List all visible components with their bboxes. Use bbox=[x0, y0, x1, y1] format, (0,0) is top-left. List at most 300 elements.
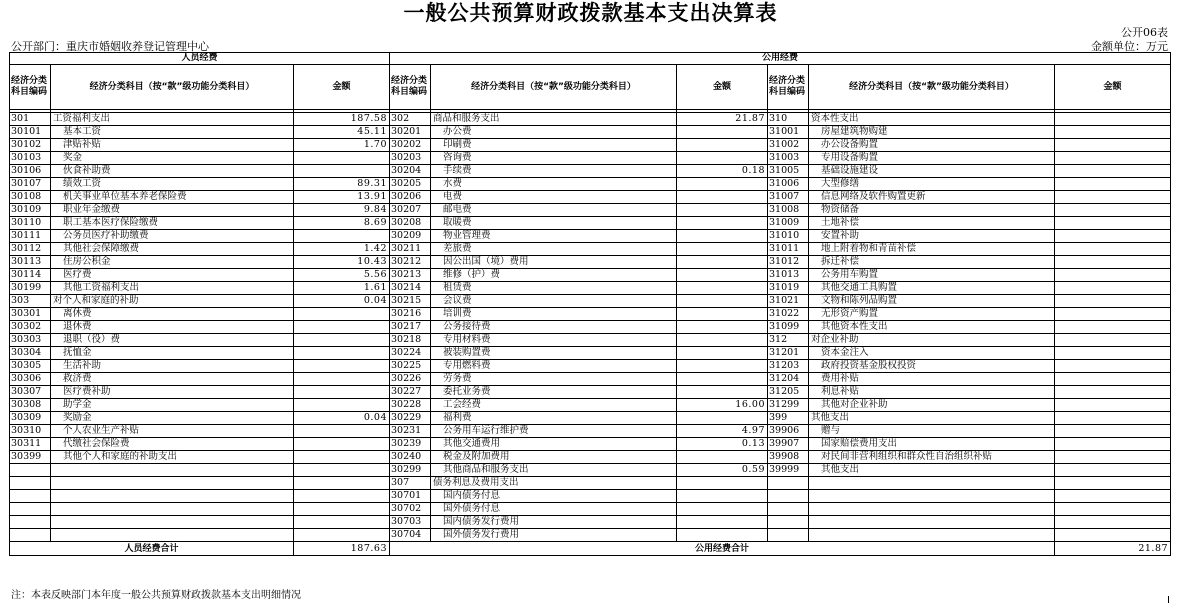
name-cell: 住房公积金 bbox=[51, 256, 294, 269]
name-cell bbox=[51, 490, 294, 503]
amount-cell bbox=[294, 503, 390, 516]
amount-cell: 45.11 bbox=[294, 126, 390, 139]
name-cell: 咨询费 bbox=[431, 152, 677, 165]
amount-cell: 4.97 bbox=[677, 425, 768, 438]
amount-cell: 0.13 bbox=[677, 438, 768, 451]
personnel-total-label: 人员经费合计 bbox=[10, 542, 294, 556]
name-header-2: 经济分类科目（按“款”级功能分类科目） bbox=[431, 65, 677, 110]
name-cell: 专用材料费 bbox=[431, 334, 677, 347]
amount-cell: 1.61 bbox=[294, 282, 390, 295]
name-cell: 印刷费 bbox=[431, 139, 677, 152]
name-cell: 文物和陈列品购置 bbox=[809, 295, 1055, 308]
code-cell: 30113 bbox=[10, 256, 51, 269]
name-cell: 福利费 bbox=[431, 412, 677, 425]
code-cell: 31005 bbox=[768, 165, 809, 178]
name-cell: 个人农业生产补贴 bbox=[51, 425, 294, 438]
code-cell: 30704 bbox=[390, 529, 431, 542]
name-cell: 其他支出 bbox=[809, 412, 1055, 425]
amount-cell bbox=[1055, 113, 1171, 126]
amount-cell bbox=[677, 126, 768, 139]
name-cell: 工会经费 bbox=[431, 399, 677, 412]
code-cell: 307 bbox=[390, 477, 431, 490]
amount-cell: 0.18 bbox=[677, 165, 768, 178]
name-cell bbox=[51, 516, 294, 529]
code-cell: 30217 bbox=[390, 321, 431, 334]
code-cell: 30206 bbox=[390, 191, 431, 204]
public-group-header: 公用经费 bbox=[390, 53, 1171, 65]
code-cell: 30701 bbox=[390, 490, 431, 503]
name-cell: 水费 bbox=[431, 178, 677, 191]
amount-cell bbox=[1055, 269, 1171, 282]
table-row bbox=[10, 269, 1171, 282]
amount-cell bbox=[294, 347, 390, 360]
amount-cell: 0.04 bbox=[294, 295, 390, 308]
table-row bbox=[10, 178, 1171, 191]
code-cell: 30106 bbox=[10, 165, 51, 178]
amount-cell bbox=[677, 503, 768, 516]
name-cell: 办公设备购置 bbox=[809, 139, 1055, 152]
code-cell: 31010 bbox=[768, 230, 809, 243]
table-row bbox=[10, 490, 1171, 503]
code-cell bbox=[768, 503, 809, 516]
table-row bbox=[10, 191, 1171, 204]
name-cell: 津贴补贴 bbox=[51, 139, 294, 152]
name-cell: 公务员医疗补助缴费 bbox=[51, 230, 294, 243]
table-row bbox=[10, 165, 1171, 178]
amount-cell bbox=[677, 204, 768, 217]
amount-cell: 10.43 bbox=[294, 256, 390, 269]
amount-cell bbox=[294, 321, 390, 334]
name-cell: 医疗费补助 bbox=[51, 386, 294, 399]
amount-cell bbox=[1055, 321, 1171, 334]
amount-cell bbox=[1055, 308, 1171, 321]
code-cell: 31013 bbox=[768, 269, 809, 282]
table-row bbox=[10, 282, 1171, 295]
code-cell: 31299 bbox=[768, 399, 809, 412]
amount-cell: 9.84 bbox=[294, 204, 390, 217]
name-cell: 国外债务发行费用 bbox=[431, 529, 677, 542]
expenditure-table bbox=[9, 52, 1171, 556]
amount-cell bbox=[677, 152, 768, 165]
code-cell: 31022 bbox=[768, 308, 809, 321]
table-row bbox=[10, 295, 1171, 308]
name-cell: 绩效工资 bbox=[51, 178, 294, 191]
code-cell: 310 bbox=[768, 113, 809, 126]
code-cell: 30112 bbox=[10, 243, 51, 256]
amount-cell bbox=[1055, 399, 1171, 412]
name-cell: 维修（护）费 bbox=[431, 269, 677, 282]
name-cell: 基础设施建设 bbox=[809, 165, 1055, 178]
amount-cell bbox=[677, 347, 768, 360]
table-row bbox=[10, 217, 1171, 230]
name-cell: 费用补贴 bbox=[809, 373, 1055, 386]
code-cell: 31011 bbox=[768, 243, 809, 256]
name-cell: 职业年金缴费 bbox=[51, 204, 294, 217]
name-header-1: 经济分类科目（按“款”级功能分类科目） bbox=[51, 65, 294, 110]
name-cell: 奖金 bbox=[51, 152, 294, 165]
code-cell: 30208 bbox=[390, 217, 431, 230]
amount-cell bbox=[294, 308, 390, 321]
name-cell bbox=[809, 477, 1055, 490]
code-cell: 30299 bbox=[390, 464, 431, 477]
code-cell bbox=[10, 529, 51, 542]
table-row bbox=[10, 464, 1171, 477]
name-cell: 无形资产购置 bbox=[809, 308, 1055, 321]
code-cell: 31001 bbox=[768, 126, 809, 139]
code-cell: 30229 bbox=[390, 412, 431, 425]
code-cell: 30214 bbox=[390, 282, 431, 295]
amount-cell bbox=[294, 373, 390, 386]
code-cell: 30107 bbox=[10, 178, 51, 191]
amount-cell: 1.42 bbox=[294, 243, 390, 256]
amount-header-1: 金额 bbox=[294, 65, 390, 110]
table-row bbox=[10, 399, 1171, 412]
name-cell: 地上附着物和青苗补偿 bbox=[809, 243, 1055, 256]
code-cell: 31201 bbox=[768, 347, 809, 360]
code-cell: 39907 bbox=[768, 438, 809, 451]
code-cell: 39999 bbox=[768, 464, 809, 477]
code-cell: 30203 bbox=[390, 152, 431, 165]
code-cell: 30303 bbox=[10, 334, 51, 347]
amount-cell bbox=[677, 490, 768, 503]
name-cell bbox=[809, 529, 1055, 542]
name-cell: 其他资本性支出 bbox=[809, 321, 1055, 334]
code-cell: 30205 bbox=[390, 178, 431, 191]
name-cell: 基本工资 bbox=[51, 126, 294, 139]
code-cell: 30110 bbox=[10, 217, 51, 230]
name-cell: 取暖费 bbox=[431, 217, 677, 230]
amount-cell: 0.59 bbox=[677, 464, 768, 477]
name-cell: 会议费 bbox=[431, 295, 677, 308]
amount-cell bbox=[677, 321, 768, 334]
table-row bbox=[10, 451, 1171, 464]
amount-cell bbox=[1055, 373, 1171, 386]
name-cell bbox=[51, 529, 294, 542]
code-cell: 301 bbox=[10, 113, 51, 126]
column-header-row bbox=[10, 65, 1171, 110]
amount-cell bbox=[677, 308, 768, 321]
code-cell: 31007 bbox=[768, 191, 809, 204]
code-cell bbox=[768, 516, 809, 529]
code-cell: 30111 bbox=[10, 230, 51, 243]
amount-cell bbox=[677, 243, 768, 256]
amount-cell bbox=[677, 139, 768, 152]
amount-cell bbox=[294, 516, 390, 529]
name-cell: 奖励金 bbox=[51, 412, 294, 425]
amount-cell bbox=[1055, 126, 1171, 139]
code-cell: 30225 bbox=[390, 360, 431, 373]
name-cell: 办公费 bbox=[431, 126, 677, 139]
code-cell bbox=[10, 516, 51, 529]
code-cell: 30207 bbox=[390, 204, 431, 217]
code-cell: 31009 bbox=[768, 217, 809, 230]
table-row bbox=[10, 139, 1171, 152]
name-cell: 大型修缮 bbox=[809, 178, 1055, 191]
amount-cell bbox=[1055, 230, 1171, 243]
amount-cell bbox=[1055, 425, 1171, 438]
code-cell: 31006 bbox=[768, 178, 809, 191]
amount-cell bbox=[1055, 360, 1171, 373]
code-cell: 30101 bbox=[10, 126, 51, 139]
code-cell: 31008 bbox=[768, 204, 809, 217]
table-row bbox=[10, 516, 1171, 529]
code-cell: 30310 bbox=[10, 425, 51, 438]
name-cell: 差旅费 bbox=[431, 243, 677, 256]
amount-cell bbox=[677, 373, 768, 386]
code-cell: 30226 bbox=[390, 373, 431, 386]
code-cell: 30309 bbox=[10, 412, 51, 425]
code-cell: 31205 bbox=[768, 386, 809, 399]
code-cell: 30304 bbox=[10, 347, 51, 360]
name-cell: 职工基本医疗保险缴费 bbox=[51, 217, 294, 230]
name-cell: 邮电费 bbox=[431, 204, 677, 217]
code-cell bbox=[10, 464, 51, 477]
code-cell: 312 bbox=[768, 334, 809, 347]
code-cell: 30103 bbox=[10, 152, 51, 165]
totals-row bbox=[10, 542, 1171, 556]
name-cell: 工资福利支出 bbox=[51, 113, 294, 126]
name-cell: 资本金注入 bbox=[809, 347, 1055, 360]
code-cell: 39908 bbox=[768, 451, 809, 464]
code-cell: 30311 bbox=[10, 438, 51, 451]
code-cell: 30301 bbox=[10, 308, 51, 321]
name-cell: 其他社会保障缴费 bbox=[51, 243, 294, 256]
table-row bbox=[10, 373, 1171, 386]
amount-cell bbox=[677, 360, 768, 373]
code-cell: 30702 bbox=[390, 503, 431, 516]
name-cell: 机关事业单位基本养老保险费 bbox=[51, 191, 294, 204]
amount-cell bbox=[294, 477, 390, 490]
page-title: 一般公共预算财政拨款基本支出决算表 bbox=[403, 0, 778, 25]
name-cell: 培训费 bbox=[431, 308, 677, 321]
name-cell: 商品和服务支出 bbox=[431, 113, 677, 126]
amount-cell bbox=[677, 269, 768, 282]
name-cell: 对个人和家庭的补助 bbox=[51, 295, 294, 308]
table-row bbox=[10, 360, 1171, 373]
name-cell: 政府投资基金股权投资 bbox=[809, 360, 1055, 373]
name-cell: 其他支出 bbox=[809, 464, 1055, 477]
amount-cell bbox=[677, 386, 768, 399]
code-header-2: 经济分类科目编码 bbox=[390, 65, 431, 110]
amount-cell bbox=[1055, 217, 1171, 230]
name-cell: 其他交通工具购置 bbox=[809, 282, 1055, 295]
code-cell: 31099 bbox=[768, 321, 809, 334]
public-total-label: 公用经费合计 bbox=[390, 542, 1055, 556]
code-cell bbox=[768, 477, 809, 490]
code-cell: 30307 bbox=[10, 386, 51, 399]
code-cell bbox=[768, 529, 809, 542]
name-cell: 其他对企业补助 bbox=[809, 399, 1055, 412]
code-cell bbox=[10, 503, 51, 516]
table-row bbox=[10, 126, 1171, 139]
name-cell: 公务用车运行维护费 bbox=[431, 425, 677, 438]
amount-cell bbox=[677, 282, 768, 295]
name-cell: 利息补贴 bbox=[809, 386, 1055, 399]
name-cell: 土地补偿 bbox=[809, 217, 1055, 230]
amount-unit: 金额单位：万元 bbox=[1091, 40, 1168, 53]
amount-cell bbox=[677, 334, 768, 347]
code-cell: 30204 bbox=[390, 165, 431, 178]
name-cell: 对民间非营利组织和群众性自治组织补贴 bbox=[809, 451, 1055, 464]
code-cell: 30114 bbox=[10, 269, 51, 282]
amount-cell bbox=[1055, 464, 1171, 477]
name-cell: 代缴社会保险费 bbox=[51, 438, 294, 451]
code-cell: 30308 bbox=[10, 399, 51, 412]
amount-cell bbox=[1055, 438, 1171, 451]
code-cell: 30218 bbox=[390, 334, 431, 347]
code-cell: 30199 bbox=[10, 282, 51, 295]
code-header-3: 经济分类科目编码 bbox=[768, 65, 809, 110]
department-label: 公开部门：重庆市婚姻收养登记管理中心 bbox=[11, 40, 209, 53]
name-cell: 公务用车购置 bbox=[809, 269, 1055, 282]
name-cell: 医疗费 bbox=[51, 269, 294, 282]
name-cell: 赠与 bbox=[809, 425, 1055, 438]
name-cell: 物资储备 bbox=[809, 204, 1055, 217]
code-cell: 31021 bbox=[768, 295, 809, 308]
name-cell: 电费 bbox=[431, 191, 677, 204]
name-cell: 离休费 bbox=[51, 308, 294, 321]
name-cell: 专用设备购置 bbox=[809, 152, 1055, 165]
code-cell: 30703 bbox=[390, 516, 431, 529]
code-cell: 30216 bbox=[390, 308, 431, 321]
amount-cell bbox=[1055, 503, 1171, 516]
code-cell: 30215 bbox=[390, 295, 431, 308]
amount-cell bbox=[677, 451, 768, 464]
amount-cell bbox=[1055, 256, 1171, 269]
table-row bbox=[10, 230, 1171, 243]
name-cell: 公务接待费 bbox=[431, 321, 677, 334]
personnel-total-amount: 187.63 bbox=[294, 542, 390, 556]
name-cell: 拆迁补偿 bbox=[809, 256, 1055, 269]
code-cell bbox=[10, 490, 51, 503]
table-row bbox=[10, 503, 1171, 516]
amount-cell bbox=[1055, 412, 1171, 425]
name-cell: 租赁费 bbox=[431, 282, 677, 295]
name-cell: 伙食补助费 bbox=[51, 165, 294, 178]
code-cell: 30239 bbox=[390, 438, 431, 451]
amount-cell: 8.69 bbox=[294, 217, 390, 230]
code-cell: 31204 bbox=[768, 373, 809, 386]
name-cell: 劳务费 bbox=[431, 373, 677, 386]
amount-cell: 0.04 bbox=[294, 412, 390, 425]
code-header-1: 经济分类科目编码 bbox=[10, 65, 51, 110]
table-row bbox=[10, 334, 1171, 347]
code-cell bbox=[768, 490, 809, 503]
code-cell: 30302 bbox=[10, 321, 51, 334]
table-row bbox=[10, 256, 1171, 269]
amount-cell bbox=[677, 477, 768, 490]
table-row bbox=[10, 347, 1171, 360]
amount-cell bbox=[294, 438, 390, 451]
amount-cell: 5.56 bbox=[294, 269, 390, 282]
name-cell: 物业管理费 bbox=[431, 230, 677, 243]
amount-cell bbox=[1055, 386, 1171, 399]
amount-cell bbox=[1055, 204, 1171, 217]
code-cell: 30305 bbox=[10, 360, 51, 373]
code-cell: 30227 bbox=[390, 386, 431, 399]
name-cell: 被装购置费 bbox=[431, 347, 677, 360]
amount-cell bbox=[294, 451, 390, 464]
code-cell: 30240 bbox=[390, 451, 431, 464]
amount-cell bbox=[1055, 152, 1171, 165]
amount-cell bbox=[1055, 191, 1171, 204]
amount-cell bbox=[294, 152, 390, 165]
amount-cell bbox=[677, 412, 768, 425]
amount-cell bbox=[677, 529, 768, 542]
table-row bbox=[10, 321, 1171, 334]
code-cell: 30399 bbox=[10, 451, 51, 464]
amount-cell bbox=[677, 230, 768, 243]
code-cell: 30202 bbox=[390, 139, 431, 152]
name-cell: 国外债务付息 bbox=[431, 503, 677, 516]
name-cell bbox=[51, 464, 294, 477]
amount-cell bbox=[677, 295, 768, 308]
name-cell: 因公出国（境）费用 bbox=[431, 256, 677, 269]
amount-cell bbox=[677, 191, 768, 204]
name-cell: 退职（役）费 bbox=[51, 334, 294, 347]
group-header-row bbox=[10, 53, 1171, 65]
name-cell: 其他交通费用 bbox=[431, 438, 677, 451]
footnote: 注：本表反映部门本年度一般公共预算财政拨款基本支出明细情况 bbox=[11, 590, 301, 601]
name-cell: 资本性支出 bbox=[809, 113, 1055, 126]
table-row bbox=[10, 204, 1171, 217]
amount-cell bbox=[294, 464, 390, 477]
table-row bbox=[10, 152, 1171, 165]
name-cell: 助学金 bbox=[51, 399, 294, 412]
code-cell: 31012 bbox=[768, 256, 809, 269]
name-cell: 委托业务费 bbox=[431, 386, 677, 399]
amount-cell: 89.31 bbox=[294, 178, 390, 191]
table-row bbox=[10, 386, 1171, 399]
amount-cell bbox=[1055, 529, 1171, 542]
amount-cell bbox=[294, 165, 390, 178]
name-cell: 专用燃料费 bbox=[431, 360, 677, 373]
amount-cell bbox=[1055, 295, 1171, 308]
table-row bbox=[10, 412, 1171, 425]
personnel-group-header: 人员经费 bbox=[10, 53, 390, 65]
amount-cell bbox=[1055, 282, 1171, 295]
amount-cell bbox=[1055, 178, 1171, 191]
name-cell bbox=[809, 516, 1055, 529]
name-cell: 救济费 bbox=[51, 373, 294, 386]
name-cell: 其他商品和服务支出 bbox=[431, 464, 677, 477]
table-row bbox=[10, 308, 1171, 321]
code-cell: 30102 bbox=[10, 139, 51, 152]
amount-cell bbox=[1055, 477, 1171, 490]
code-cell: 30231 bbox=[390, 425, 431, 438]
name-cell bbox=[51, 477, 294, 490]
amount-cell bbox=[294, 490, 390, 503]
name-cell: 国内债务发行费用 bbox=[431, 516, 677, 529]
amount-cell bbox=[1055, 334, 1171, 347]
table-row bbox=[10, 529, 1171, 542]
name-header-3: 经济分类科目（按“款”级功能分类科目） bbox=[809, 65, 1055, 110]
name-cell: 抚恤金 bbox=[51, 347, 294, 360]
table-row bbox=[10, 243, 1171, 256]
amount-cell bbox=[1055, 243, 1171, 256]
code-cell: 31203 bbox=[768, 360, 809, 373]
name-cell: 安置补助 bbox=[809, 230, 1055, 243]
table-row bbox=[10, 477, 1171, 490]
name-cell: 对企业补助 bbox=[809, 334, 1055, 347]
amount-cell bbox=[677, 516, 768, 529]
form-code: 公开06表 bbox=[1121, 26, 1168, 39]
amount-cell: 13.91 bbox=[294, 191, 390, 204]
code-cell: 303 bbox=[10, 295, 51, 308]
amount-cell bbox=[677, 256, 768, 269]
code-cell bbox=[10, 477, 51, 490]
amount-cell bbox=[294, 386, 390, 399]
